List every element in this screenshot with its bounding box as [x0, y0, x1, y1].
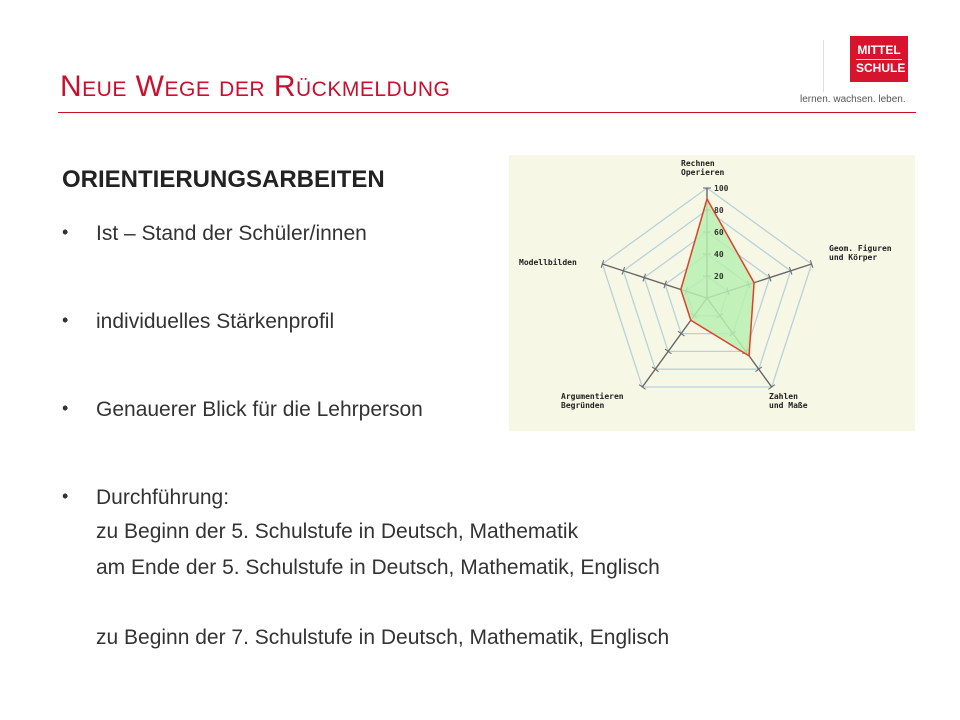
radar-axis-label: und Maße — [769, 401, 808, 410]
tagline: lernen. wachsen. leben. — [800, 94, 906, 105]
logo-line2: SCHULE — [856, 60, 906, 75]
radar-axis-label: und Körper — [829, 253, 878, 262]
radar-tick-label: 60 — [714, 228, 724, 237]
bullet-text: Durchführung: — [96, 486, 230, 509]
logo — [850, 36, 908, 82]
radar-axis-label: Begründen — [561, 401, 605, 410]
sub-line: am Ende der 5. Schulstufe in Deutsch, Mathematik, Englisch — [96, 556, 660, 579]
radar-axis-label: Operieren — [681, 168, 725, 177]
logo-line1: MITTEL — [857, 42, 901, 57]
bullet-text: Genauerer Blick für die Lehrperson — [96, 398, 423, 421]
section-heading: ORIENTIERUNGSARBEITEN — [62, 166, 385, 193]
radar-axis-label: Rechnen — [681, 159, 715, 168]
bullet-text: Ist – Stand der Schüler/innen — [96, 222, 367, 245]
bullet-glyph: • — [62, 310, 69, 330]
radar-tick-label: 80 — [714, 206, 724, 215]
bullet-glyph: • — [62, 222, 69, 242]
radar-tick-label: 40 — [714, 250, 724, 259]
radar-axis-label: Zahlen — [769, 392, 798, 401]
bullet-glyph: • — [62, 398, 69, 418]
sub-line: zu Beginn der 7. Schulstufe in Deutsch, Mathematik, Englisch — [96, 626, 670, 649]
bullet-glyph: • — [62, 486, 69, 506]
bullet-text: individuelles Stärkenprofil — [96, 310, 335, 333]
radar-axis-label: Geom. Figuren — [829, 244, 892, 253]
title-rule — [58, 112, 916, 113]
radar-tick-label: 20 — [714, 272, 724, 281]
radar-axis-label: Modellbilden — [519, 258, 577, 267]
page-title: Neue Wege der Rückmeldung — [60, 70, 451, 103]
sub-line: zu Beginn der 5. Schulstufe in Deutsch, Mathematik — [96, 520, 579, 543]
radar-tick-label: 100 — [714, 184, 729, 193]
radar-chart — [509, 155, 915, 431]
logo-divider — [823, 40, 824, 92]
radar-axis-label: Argumentieren — [561, 392, 624, 401]
